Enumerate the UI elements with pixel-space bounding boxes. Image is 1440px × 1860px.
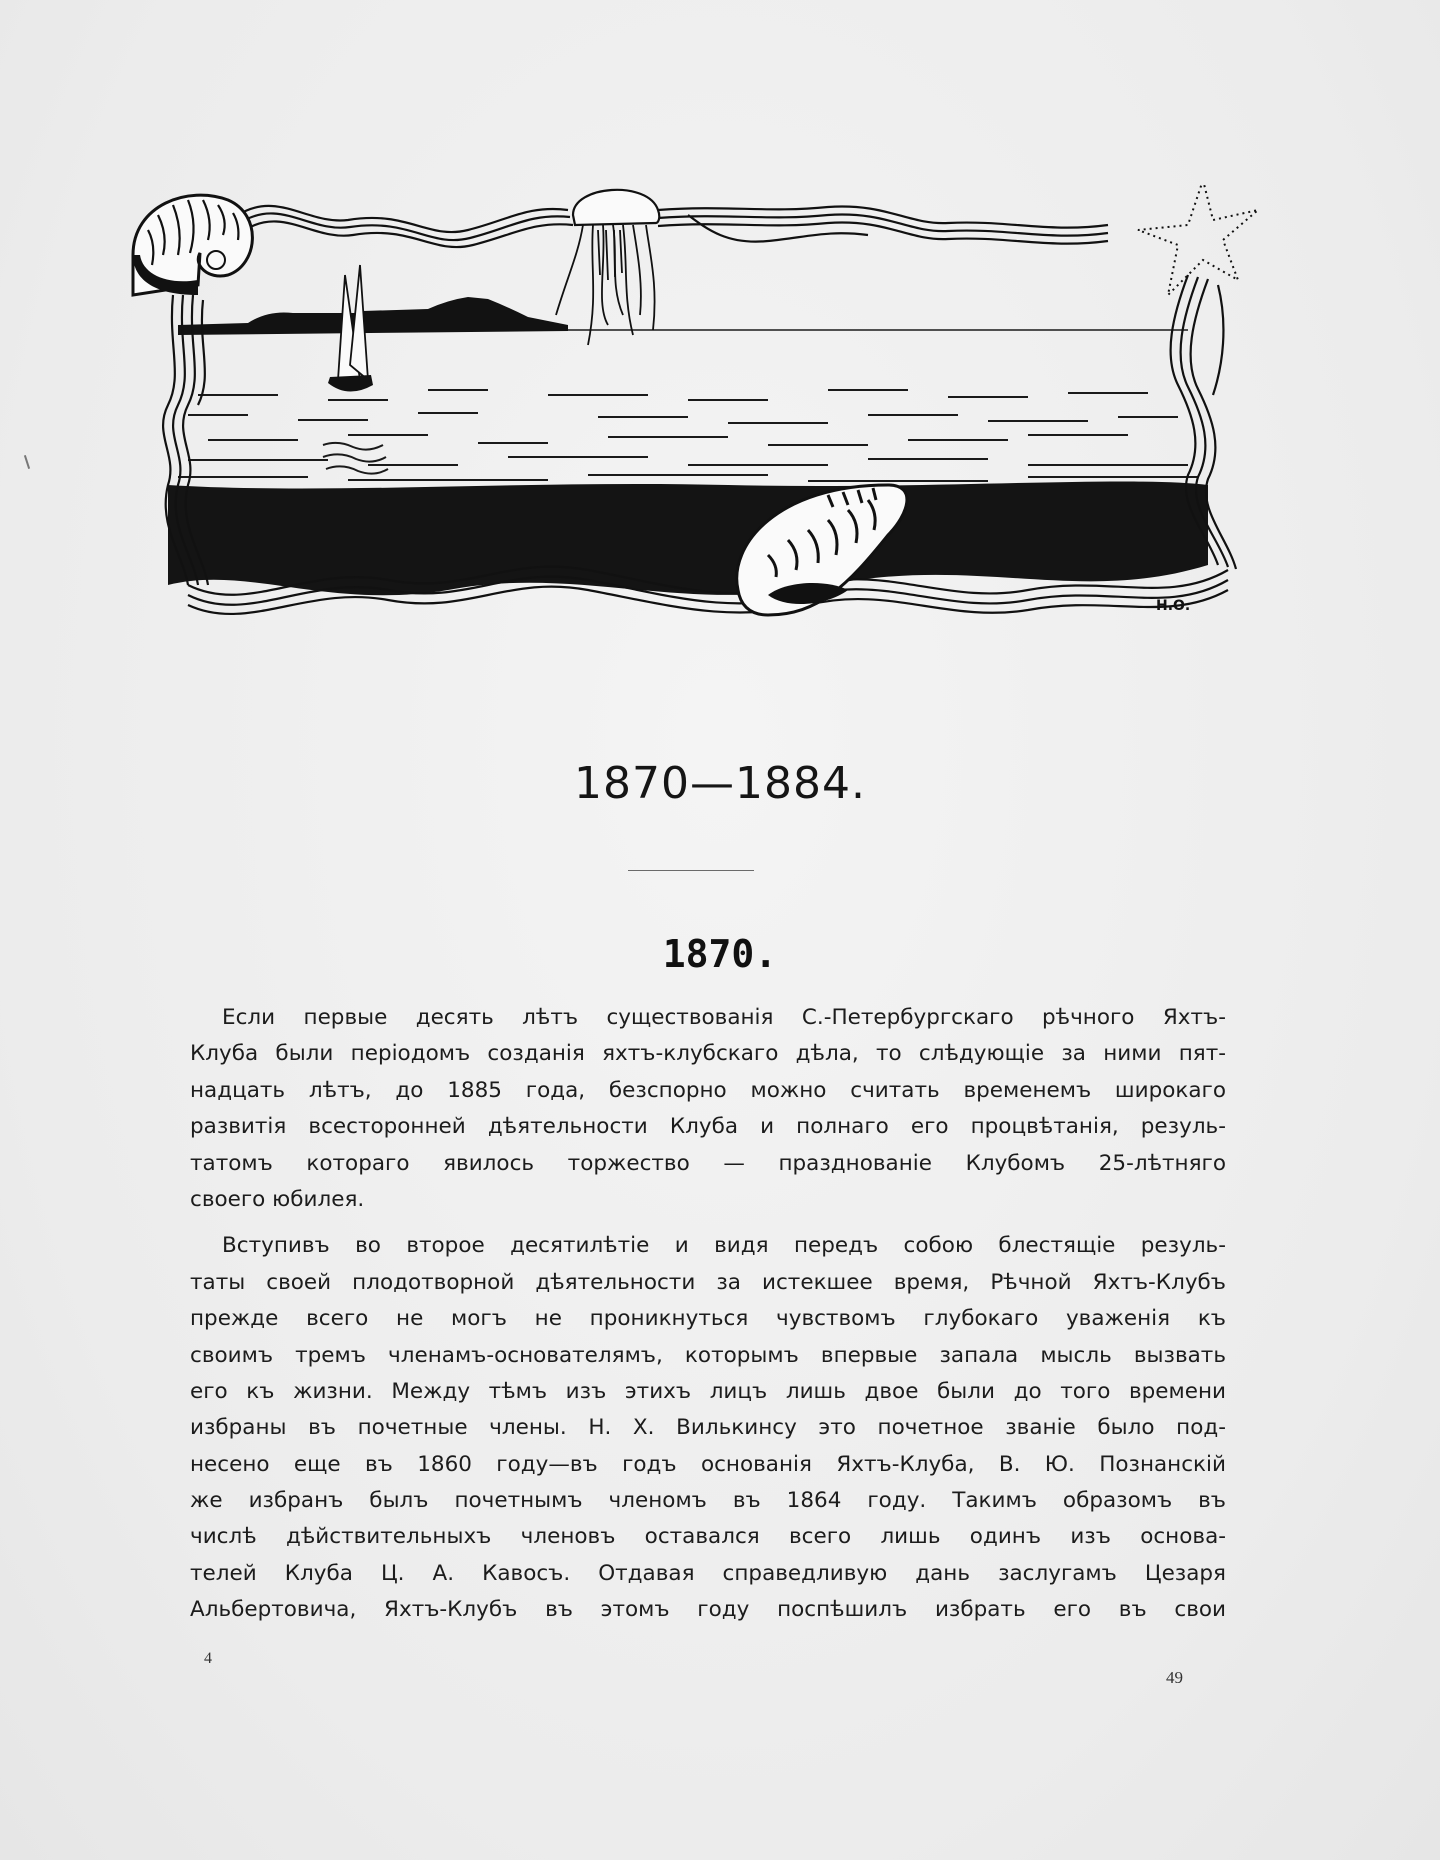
headpiece-illustration — [128, 185, 1258, 625]
text-line: прежде всего не могъ не проникнуться чувствомъ глубокаго уваженія къ — [190, 1306, 1226, 1332]
text-line: своего юбилея. — [190, 1186, 365, 1212]
text-line: числѣ дѣйствительныхъ членовъ оставался всего лишь одинъ изъ основа- — [190, 1524, 1226, 1550]
body-text — [190, 1000, 1226, 1629]
jellyfish-icon — [556, 190, 659, 345]
text-line: же избранъ былъ почетнымъ членомъ въ 1864 году. Такимъ образомъ въ — [190, 1488, 1226, 1514]
text-line: телей Клуба Ц. А. Кавосъ. Отдавая справедливую дань заслугамъ Цезаря — [190, 1560, 1226, 1586]
signature-mark: 4 — [204, 1650, 212, 1667]
text-line: таты своей плодотворной дѣятельности за истекшее время, Рѣчной Яхтъ-Клубъ — [190, 1269, 1226, 1295]
nautilus-shell-icon — [133, 195, 252, 295]
paragraph-gap — [190, 1218, 1226, 1228]
text-line: развитія всесторонней дѣятельности Клуба и полнаго его процвѣтанія, резуль- — [190, 1114, 1226, 1140]
seascape-vignette-icon — [128, 185, 1258, 625]
text-line: надцать лѣтъ, до 1885 года, безспорно можно считать временемъ широкаго — [190, 1077, 1226, 1103]
text-line: его къ жизни. Между тѣмъ изъ этихъ лицъ лишь двое были до того времени — [190, 1378, 1226, 1404]
paragraph-2 — [190, 1228, 1226, 1628]
paragraph-1 — [190, 1000, 1226, 1218]
illustrator-signature: Н.О. — [1156, 598, 1191, 614]
period-heading: 1870—1884. — [574, 758, 866, 809]
year-heading: 1870. — [662, 932, 778, 976]
text-line: Альбертовича, Яхтъ-Клубъ въ этомъ году поспѣшилъ избрать его въ свои — [190, 1597, 1226, 1623]
text-line: избраны въ почетные члены. Н. Х. Вилькинсу это почетное званіе было под- — [190, 1415, 1226, 1441]
text-line: Вступивъ во второе десятилѣтіе и видя передъ собою блестящіе резуль- — [222, 1233, 1226, 1259]
heading-divider — [628, 870, 754, 871]
page-number: 49 — [1166, 1668, 1183, 1687]
text-line: Клуба были періодомъ созданія яхтъ-клубскаго дѣла, то слѣдующіе за ними пят- — [190, 1041, 1226, 1067]
text-line: несено еще въ 1860 году—въ годъ основанія Яхтъ-Клуба, В. Ю. Познанскій — [190, 1451, 1226, 1477]
text-line: своимъ тремъ членамъ-основателямъ, которымъ впервые запала мысль вызвать — [190, 1342, 1226, 1368]
text-line: татомъ котораго явилось торжество — празднованіе Клубомъ 25-лѣтняго — [190, 1150, 1226, 1176]
scan-speck — [24, 455, 30, 469]
text-line: Если первые десять лѣтъ существованія С.-Петербургскаго рѣчного Яхтъ- — [222, 1005, 1226, 1030]
